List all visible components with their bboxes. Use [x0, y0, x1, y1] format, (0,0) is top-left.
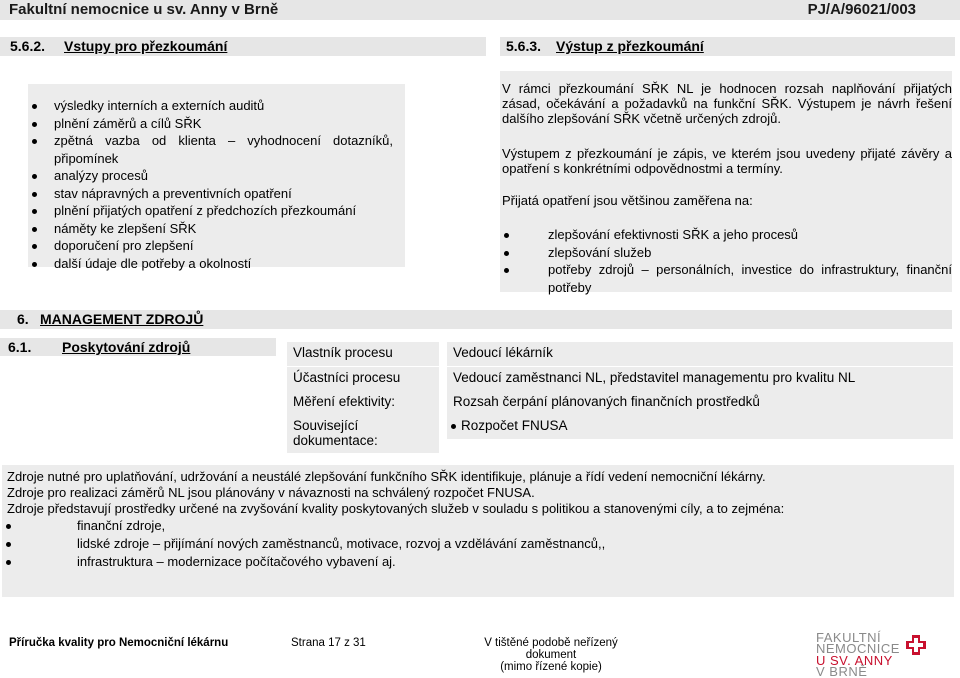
list-item: doporučení pro zlepšení — [28, 237, 393, 255]
resources-box — [2, 465, 954, 597]
section-number: 5.6.3. — [506, 38, 542, 54]
output-paragraph-3: Přijatá opatření jsou většinou zaměřena na: — [502, 193, 753, 208]
list-item: plnění přijatých opatření z předchozích přezkoumání — [28, 202, 393, 220]
resources-line-2: Zdroje pro realizaci záměrů NL jsou plánovány v návaznosti na schválený rozpočet FNUSA. — [7, 485, 535, 500]
inputs-list — [28, 97, 393, 272]
list-item: finanční zdroje, — [2, 517, 902, 535]
list-item: zpětná vazba od klienta – vyhodnocení dotazníků, připomínek — [28, 132, 393, 167]
section-title: Výstup z přezkoumání — [556, 38, 704, 54]
output-list — [500, 226, 952, 296]
list-item: infrastruktura – modernizace počítačového vybavení aj. — [2, 553, 902, 571]
resources-list — [2, 517, 902, 571]
label-process-owner: Vlastník procesu — [287, 342, 439, 366]
resources-line-1: Zdroje nutné pro uplatňování, udržování a neustálé zlepšování funkčního SŘK identifikuje, plánuje a řídí vedení nemocniční lékárny. — [7, 469, 766, 484]
inputs-box — [28, 84, 405, 271]
section-number: 6.1. — [8, 339, 32, 355]
bullet-icon — [451, 424, 456, 429]
hospital-name: Fakultní nemocnice u sv. Anny v Brně — [9, 1, 279, 18]
list-item: zlepšování efektivnosti SŘK a jeho procesů — [500, 226, 952, 244]
section-title: MANAGEMENT ZDROJŮ — [40, 311, 204, 327]
section-61-heading — [8, 339, 190, 355]
label-effectiveness: Měření efektivity: — [287, 391, 439, 415]
section-563-heading — [506, 38, 704, 54]
logo-line-1: FAKULTNÍ — [816, 630, 882, 645]
section-6-heading — [17, 311, 203, 327]
output-box — [500, 71, 952, 295]
list-item: analýzy procesů — [28, 167, 393, 185]
output-paragraph-1: V rámci přezkoumání SŘK NL je hodnocen rozsah naplňování přijatých zásad, očekávání a požadavků na funkční SŘK. Výstupem je návrh řešení dalšího zlepšování SŘK včetně určených zdrojů. — [502, 81, 952, 126]
section-title: Vstupy pro přezkoumání — [64, 38, 228, 54]
logo-line-2: NEMOCNICE — [816, 641, 900, 656]
section-562-heading — [10, 38, 227, 54]
footer-copy-line-2: (mimo řízené kopie) — [500, 661, 602, 673]
list-item: další údaje dle potřeby a okolností — [28, 255, 393, 273]
section-number: 6. — [17, 311, 29, 327]
value-effectiveness: Rozsah čerpání plánovaných finančních prostředků — [447, 391, 953, 415]
section-number: 5.6.2. — [10, 38, 46, 54]
footer-manual-title: Příručka kvality pro Nemocniční lékárnu — [9, 637, 229, 649]
list-item: zlepšování služeb — [500, 244, 952, 262]
footer-copy-line-1: V tištěné podobě neřízený dokument — [484, 637, 618, 661]
related-docs-text: Rozpočet FNUSA — [461, 418, 568, 433]
list-item: plnění záměrů a cílů SŘK — [28, 115, 393, 133]
list-item: náměty ke zlepšení SŘK — [28, 220, 393, 238]
list-item: potřeby zdrojů – personálních, investice do infrastruktury, finanční potřeby — [500, 261, 952, 296]
logo-line-3: U SV. ANNY — [816, 653, 893, 668]
label-process-participants: Účastníci procesu — [287, 367, 439, 391]
logo-line-4: V BRNĚ — [816, 664, 868, 678]
hospital-logo — [816, 631, 936, 677]
value-process-participants: Vedoucí zaměstnanci NL, představitel managementu pro kvalitu NL — [447, 367, 953, 391]
section-title: Poskytování zdrojů — [62, 339, 191, 355]
footer-copy-note — [466, 637, 636, 673]
value-related-docs — [447, 415, 953, 439]
output-paragraph-2: Výstupem z přezkoumání je zápis, ve kterém jsou uvedeny přijaté závěry a opatření s konkrétními odpovědnostmi a termíny. — [502, 146, 952, 176]
list-item: stav nápravných a preventivních opatření — [28, 185, 393, 203]
resources-line-3: Zdroje představují prostředky určené na zvyšování kvality poskytovaných služeb v souladu s politikou a stanovenými cíly, a to zejména: — [7, 501, 785, 516]
label-related-docs: Související dokumentace: — [287, 415, 439, 453]
list-item: výsledky interních a externích auditů — [28, 97, 393, 115]
cross-emblem-icon — [902, 633, 930, 657]
list-item: lidské zdroje – přijímání nových zaměstnanců, motivace, rozvoj a vzdělávání zaměstnanců,, — [2, 535, 902, 553]
document-code: PJ/A/96021/003 — [807, 1, 916, 18]
footer-page-number: Strana 17 z 31 — [291, 637, 366, 649]
value-process-owner: Vedoucí lékárník — [447, 342, 953, 366]
